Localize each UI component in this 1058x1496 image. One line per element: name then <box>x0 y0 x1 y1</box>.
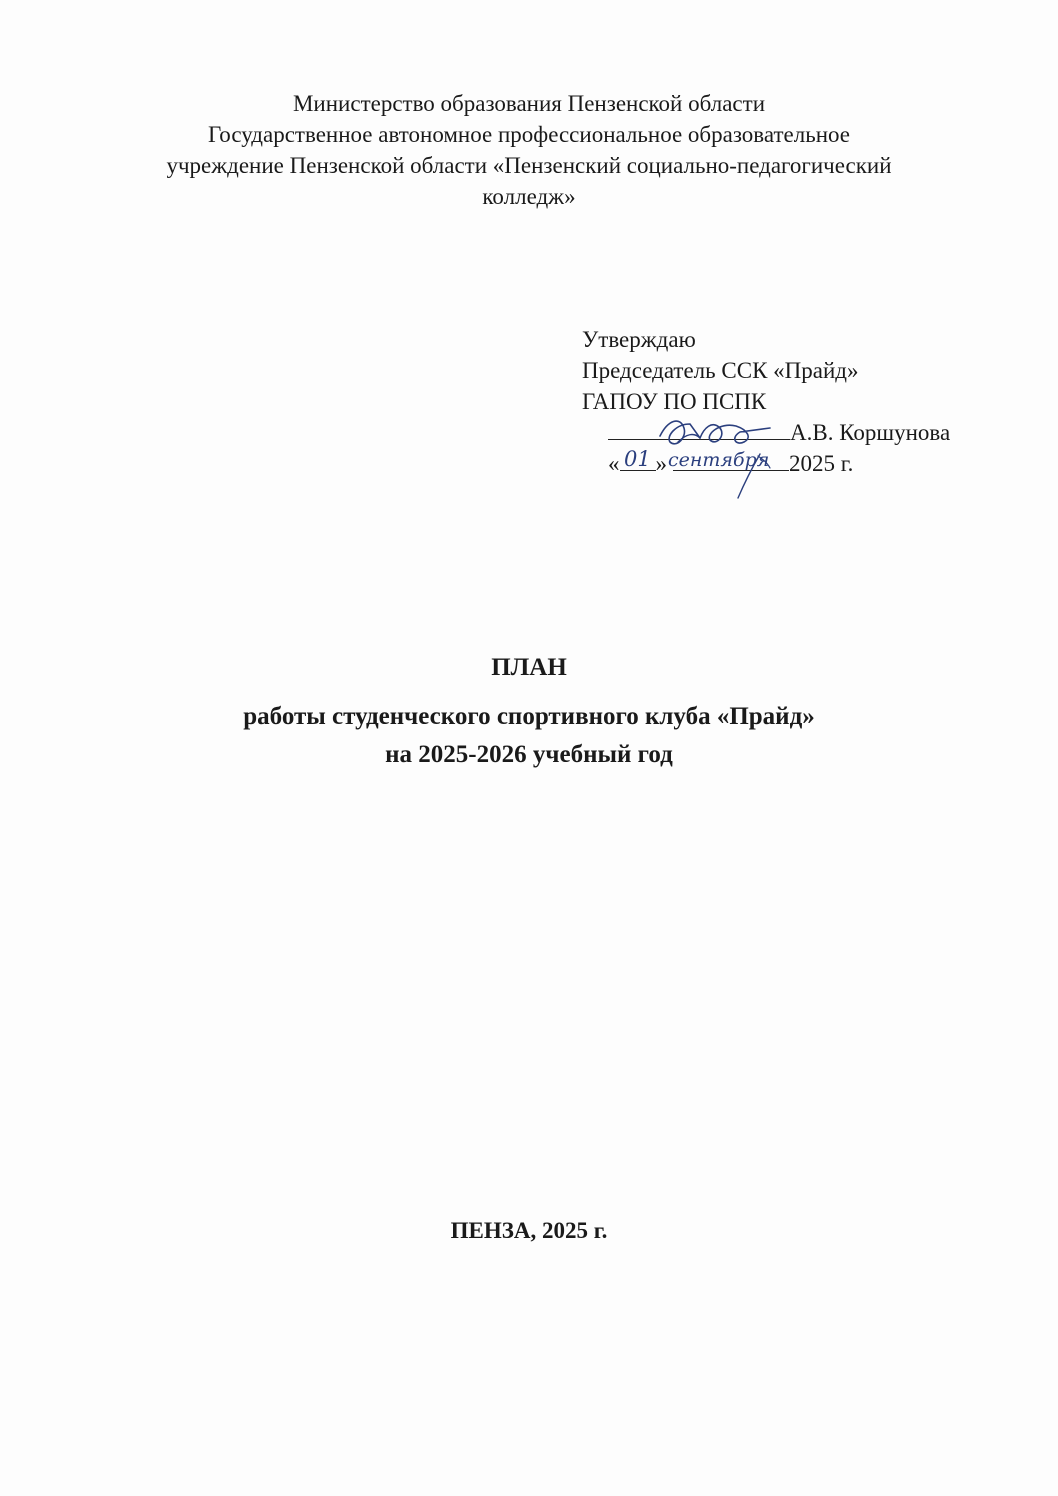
header-line-institution: Государственное автономное профессиональное образовательное <box>208 122 850 147</box>
handwritten-day: 01 <box>624 447 651 471</box>
handwritten-month: сентября <box>668 449 770 471</box>
document-title <box>0 650 1058 774</box>
title-line-club: работы студенческого спортивного клуба «Прайд» <box>243 703 815 730</box>
header-line-institution-cont: учреждение Пензенской области «Пензенский социально-педагогический <box>166 153 892 178</box>
date-close-quote: » <box>655 451 667 476</box>
title-line-year: на 2025-2026 учебный год <box>385 741 673 768</box>
document-footer: ПЕНЗА, 2025 г. <box>450 1218 608 1243</box>
signatory-name: А.В. Коршунова <box>790 420 951 445</box>
title-main: ПЛАН <box>491 654 567 681</box>
date-open-quote: « <box>608 451 620 476</box>
approval-organization: ГАПОУ ПО ПСПК <box>582 389 767 414</box>
header-line-ministry: Министерство образования Пензенской области <box>292 91 766 116</box>
header-line-college: колледж» <box>482 184 576 209</box>
approval-position: Председатель ССК «Прайд» <box>582 358 859 383</box>
approval-label: Утверждаю <box>582 327 696 352</box>
signature-image <box>640 398 790 500</box>
document-header <box>0 88 1058 212</box>
date-year: 2025 г. <box>789 451 854 476</box>
